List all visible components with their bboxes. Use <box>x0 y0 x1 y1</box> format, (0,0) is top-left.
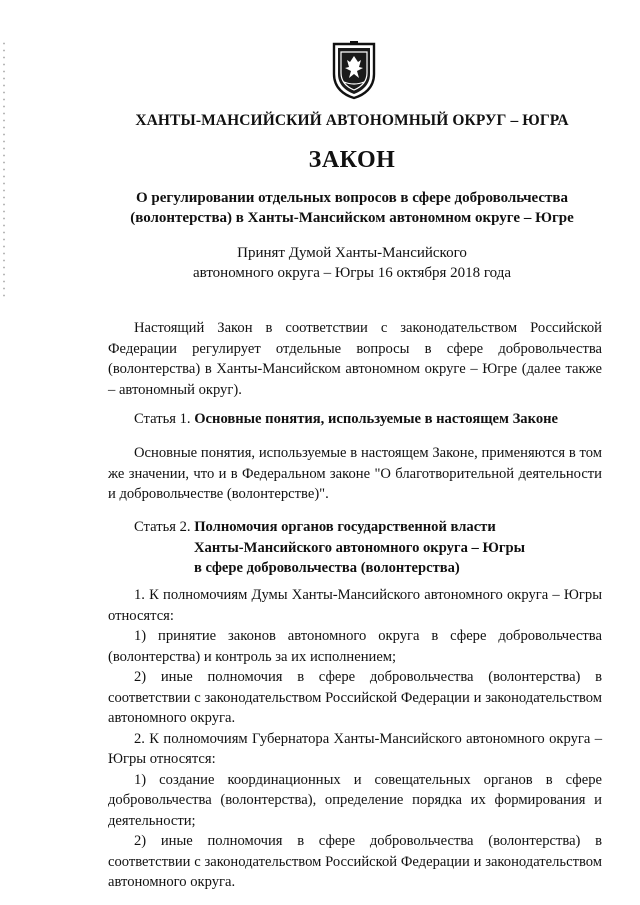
article-2-title-line-3: в сфере добровольчества (волонтерства) <box>194 560 460 576</box>
article-1-label: Статья 1. <box>134 411 191 427</box>
article-2-clause: 2. К полномочиям Губернатора Ханты-Мансийского автономного округа – Югры относятся: <box>108 730 602 767</box>
adoption-note <box>0 243 640 283</box>
preamble <box>108 318 602 400</box>
article-2-body <box>108 585 602 893</box>
article-2-subclause: 2) иные полномочия в сфере добровольчества (волонтерства) в соответствии с законодательством Российской Федерации и законодательством автономного округа. <box>108 669 602 726</box>
article-2-title-line-2: Ханты-Мансийского автономного округа – Югры <box>194 539 526 556</box>
article-2-title-line-1: Полномочия органов государственной власти <box>194 519 496 535</box>
article-1-paragraph: Основные понятия, используемые в настоящем Законе, применяются в том же значении, что и в Федеральном законе "О благотворительной деятельности и добровольчестве (волонтерстве)". <box>108 445 602 502</box>
law-subject <box>0 188 640 228</box>
article-1-body <box>108 443 602 505</box>
preamble-paragraph: Настоящий Закон в соответствии с законодательством Российской Федерации регулирует отдельные вопросы в сфере добровольчества (волонтерства) в Ханты-Мансийском автономном округе – Югре (далее также – автономный округ). <box>108 320 602 398</box>
article-2-clause: 1. К полномочиям Думы Ханты-Мансийского автономного округа – Югры относятся: <box>108 587 602 624</box>
article-1-title: Основные понятия, используемые в настоящем Законе <box>194 411 558 427</box>
article-2-subclause: 1) принятие законов автономного округа в сфере добровольчества (волонтерства) и контроль за их исполнением; <box>108 628 602 665</box>
adoption-note-line-1: Принят Думой Ханты-Мансийского <box>237 245 467 261</box>
article-2-subclause: 1) создание координационных и совещательных органов в сфере добровольчества (волонтерства), определение порядка их формирования и деятельности; <box>108 771 602 829</box>
region-heading: ХАНТЫ-МАНСИЙСКИЙ АВТОНОМНЫЙ ОКРУГ – ЮГРА <box>135 112 569 129</box>
article-2-subclause: 2) иные полномочия в сфере добровольчества (волонтерства) в соответствии с законодательством Российской Федерации и законодательством автономного округа. <box>108 833 602 890</box>
coat-of-arms-emblem-icon <box>330 40 378 100</box>
article-2-heading <box>108 517 602 579</box>
law-subject-line-2: (волонтерства) в Ханты-Мансийском автономном округе – Югре <box>130 210 574 226</box>
adoption-note-line-2: автономного округа – Югры 16 октября 2018 года <box>192 265 512 281</box>
document-type-title: ЗАКОН <box>308 147 396 173</box>
article-2-label: Статья 2. <box>134 519 191 535</box>
law-subject-line-1: О регулировании отдельных вопросов в сфере добровольчества <box>135 190 569 206</box>
article-1-heading <box>108 409 602 430</box>
